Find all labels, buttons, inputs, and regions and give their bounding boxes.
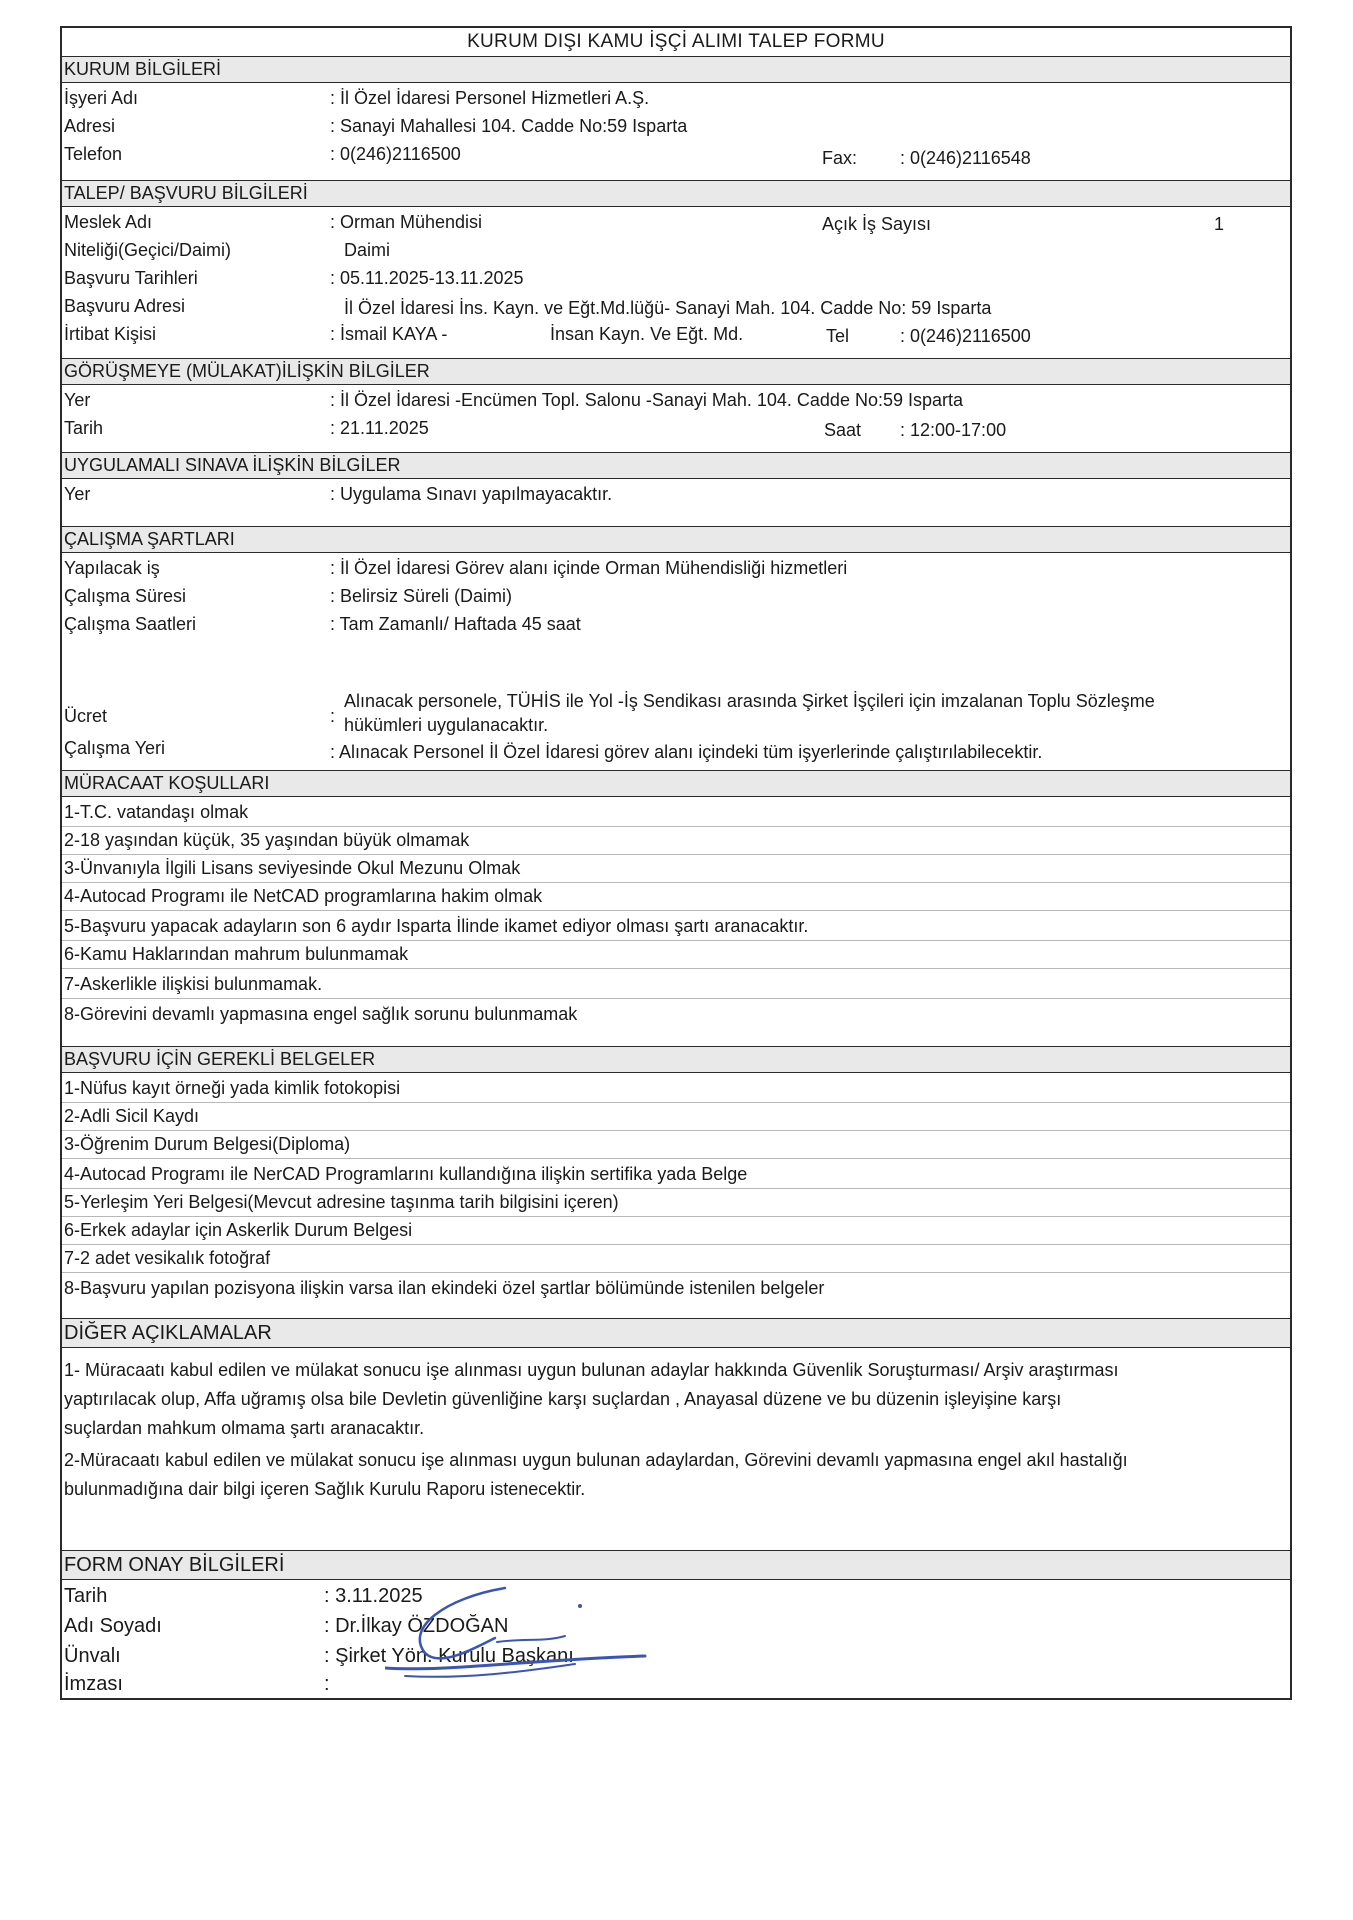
row-basvuru-tarih [62,264,1290,292]
row-nitelik [62,236,1290,264]
onay-imza-value: : [324,1673,330,1695]
belge-item-1: 1-Nüfus kayıt örneği yada kimlik fotokopisi [62,1074,1290,1103]
muracaat-item-7: 7-Askerlikle ilişkisi bulunmamak. [62,970,1290,999]
gorusme-yer-label: Yer [64,390,91,410]
row-basvuru-adres [62,292,1290,320]
diger-p2-line1: 2-Müracaatı kabul edilen ve mülakat sonucu işe alınması uygun bulunan adaylardan, Görevini devamlı yapmasına engel akıl hastalığı [64,1450,1128,1470]
irtibat-birim: İnsan Kayn. Ve Eğt. Md. [550,324,744,344]
row-meslek [62,208,1290,236]
section-belgeler-header: BAŞVURU İÇİN GEREKLİ BELGELER [62,1046,1290,1073]
section-kurum-header: KURUM BİLGİLERİ [62,56,1290,83]
nitelik-label: Niteliği(Geçici/Daimi) [64,240,232,260]
calisma-saatleri-value: : Tam Zamanlı/ Haftada 45 saat [330,614,581,634]
saat-label: Saat [824,420,862,440]
diger-paragraph-2 [64,1446,1286,1504]
fax-value: : 0(246)2116548 [900,148,1031,168]
calisma-yeri-value: : Alınacak Personel İl Özel İdaresi görev alanı içindeki tüm işyerlerinde çalıştırılabilecektir. [330,742,1043,762]
onay-ad-label: Adı Soyadı [64,1615,162,1637]
basvuru-adres-label: Başvuru Adresi [64,296,186,316]
row-gorusme-yer [62,386,1290,414]
form-title: KURUM DIŞI KAMU İŞÇİ ALIMI TALEP FORMU [62,28,1290,57]
muracaat-item-2: 2-18 yaşından küçük, 35 yaşından büyük olmamak [62,826,1290,855]
row-irtibat [62,320,1290,348]
diger-p1-line3: suçlardan mahkum olmama şartı aranacaktır. [64,1418,425,1438]
belge-item-4: 4-Autocad Programı ile NerCAD Programlarını kullandığına ilişkin sertifika yada Belge [62,1160,1290,1189]
muracaat-item-8: 8-Görevini devamlı yapmasına engel sağlık sorunu bulunmamak [64,1004,578,1024]
diger-p1-line1: 1- Müracaatı kabul edilen ve mülakat sonucu işe alınması uygun bulunan adaylar hakkında Güvenlik Soruşturması/ Arşiv araştırması [64,1360,1119,1380]
yapilacak-is-value: : İl Özel İdaresi Görev alanı içinde Orman Mühendisliği hizmetleri [330,558,848,578]
section-onay-header: FORM ONAY BİLGİLERİ [62,1550,1290,1580]
calisma-saatleri-label: Çalışma Saatleri [64,614,197,634]
ucret-colon: : [330,706,336,726]
basvuru-adres-value: İl Özel İdaresi İns. Kayn. ve Eğt.Md.lüğü- Sanayi Mah. 104. Cadde No: 59 Isparta [344,298,992,318]
meslek-label: Meslek Adı [64,212,153,232]
telefon-value: : 0(246)2116500 [330,144,461,164]
fax-label: Fax: [822,148,858,168]
row-ucret [62,690,1290,735]
section-diger-header: DİĞER AÇIKLAMALAR [62,1318,1290,1348]
ucret-line1: Alınacak personele, TÜHİS ile Yol -İş Sendikası arasında Şirket İşçileri için imzalanan Toplu Sözleşme [344,691,1155,711]
belge-item-3: 3-Öğrenim Durum Belgesi(Diploma) [62,1130,1290,1159]
muracaat-item-1: 1-T.C. vatandaşı olmak [62,798,1290,827]
row-calisma-suresi [62,582,1290,610]
calisma-suresi-value: : Belirsiz Süreli (Daimi) [330,586,513,606]
isyeri-label: İşyeri Adı [64,88,139,108]
belge-item-2: 2-Adli Sicil Kaydı [62,1102,1290,1131]
row-isyeri [62,84,1290,112]
tel-value: : 0(246)2116500 [900,326,1031,346]
tel-label: Tel [826,326,850,346]
yapilacak-is-label: Yapılacak iş [64,558,160,578]
section-calisma-header: ÇALIŞMA ŞARTLARI [62,526,1290,553]
nitelik-value: Daimi [344,240,391,260]
acik-is-value: 1 [1214,214,1225,234]
uygulamali-yer-label: Yer [64,484,91,504]
adres-label: Adresi [64,116,116,136]
basvuru-tarih-label: Başvuru Tarihleri [64,268,198,288]
row-uygulamali-yer [62,480,1290,508]
belge-item-6: 6-Erkek adaylar için Askerlik Durum Belgesi [62,1216,1290,1245]
muracaat-item-6: 6-Kamu Haklarından mahrum bulunmamak [62,940,1290,969]
row-adres [62,112,1290,140]
section-talep-header: TALEP/ BAŞVURU BİLGİLERİ [62,180,1290,207]
isyeri-value: : İl Özel İdaresi Personel Hizmetleri A.Ş. [330,88,650,108]
row-gorusme-tarih [62,414,1290,442]
form-frame [60,26,1292,1700]
onay-tarih-value: : 3.11.2025 [324,1585,423,1607]
row-calisma-saatleri [62,610,1290,638]
diger-paragraph-1 [64,1356,1286,1443]
ucret-label: Ücret [64,706,108,726]
irtibat-value: : İsmail KAYA - [330,324,448,344]
meslek-value: : Orman Mühendisi [330,212,483,232]
onay-imza-label: İmzası [64,1673,123,1695]
calisma-yeri-label: Çalışma Yeri [64,738,166,758]
belge-item-7: 7-2 adet vesikalık fotoğraf [62,1244,1290,1273]
section-muracaat-header: MÜRACAAT KOŞULLARI [62,770,1290,797]
ucret-line2: hükümleri uygulanacaktır. [344,715,549,735]
muracaat-item-5: 5-Başvuru yapacak adayların son 6 aydır Isparta İlinde ikamet ediyor olması şartı aranacaktır. [62,912,1290,941]
belge-item-8: 8-Başvuru yapılan pozisyona ilişkin varsa ilan ekindeki özel şartlar bölümünde istenilen belgeler [64,1278,825,1298]
onay-unvan-label: Ünvalı [64,1645,121,1667]
saat-value: : 12:00-17:00 [900,420,1007,440]
irtibat-label: İrtibat Kişisi [64,324,157,344]
row-calisma-yeri [62,734,1290,762]
onay-tarih-label: Tarih [64,1585,108,1607]
row-yapilacak-is [62,554,1290,582]
muracaat-item-4: 4-Autocad Programı ile NetCAD programlarına hakim olmak [62,882,1290,911]
onay-ad-value: : Dr.İlkay ÖZDOĞAN [324,1615,509,1637]
calisma-suresi-label: Çalışma Süresi [64,586,187,606]
diger-p2-line2: bulunmadığına dair bilgi içeren Sağlık Kurulu Raporu istenecektir. [64,1479,586,1499]
belge-item-5: 5-Yerleşim Yeri Belgesi(Mevcut adresine taşınma tarih bilgisini içeren) [62,1188,1290,1217]
section-gorusme-header: GÖRÜŞMEYE (MÜLAKAT)İLİŞKİN BİLGİLER [62,358,1290,385]
telefon-label: Telefon [64,144,123,164]
adres-value: : Sanayi Mahallesi 104. Cadde No:59 Isparta [330,116,688,136]
diger-p1-line2: yaptırılacak olup, Affa uğramış olsa bile Devletin güvenliğine karşı suçlardan , Anayasal düzene ve bu düzenin işleyişine karşı [64,1389,1062,1409]
muracaat-item-3: 3-Ünvanıyla İlgili Lisans seviyesinde Okul Mezunu Olmak [62,854,1290,883]
gorusme-yer-value: : İl Özel İdaresi -Encümen Topl. Salonu -Sanayi Mah. 104. Cadde No:59 Isparta [330,390,964,410]
uygulamali-yer-value: : Uygulama Sınavı yapılmayacaktır. [330,484,613,504]
section-uygulamali-header: UYGULAMALI SINAVA İLİŞKİN BİLGİLER [62,452,1290,479]
basvuru-tarih-value: : 05.11.2025-13.11.2025 [330,268,524,288]
row-telefon [62,140,1290,168]
signature-mark [385,1568,685,1688]
gorusme-tarih-label: Tarih [64,418,104,438]
gorusme-tarih-value: : 21.11.2025 [330,418,429,438]
onay-unvan-value: : Şirket Yön. Kurulu Başkanı [324,1645,574,1667]
acik-is-label: Açık İş Sayısı [822,214,932,234]
